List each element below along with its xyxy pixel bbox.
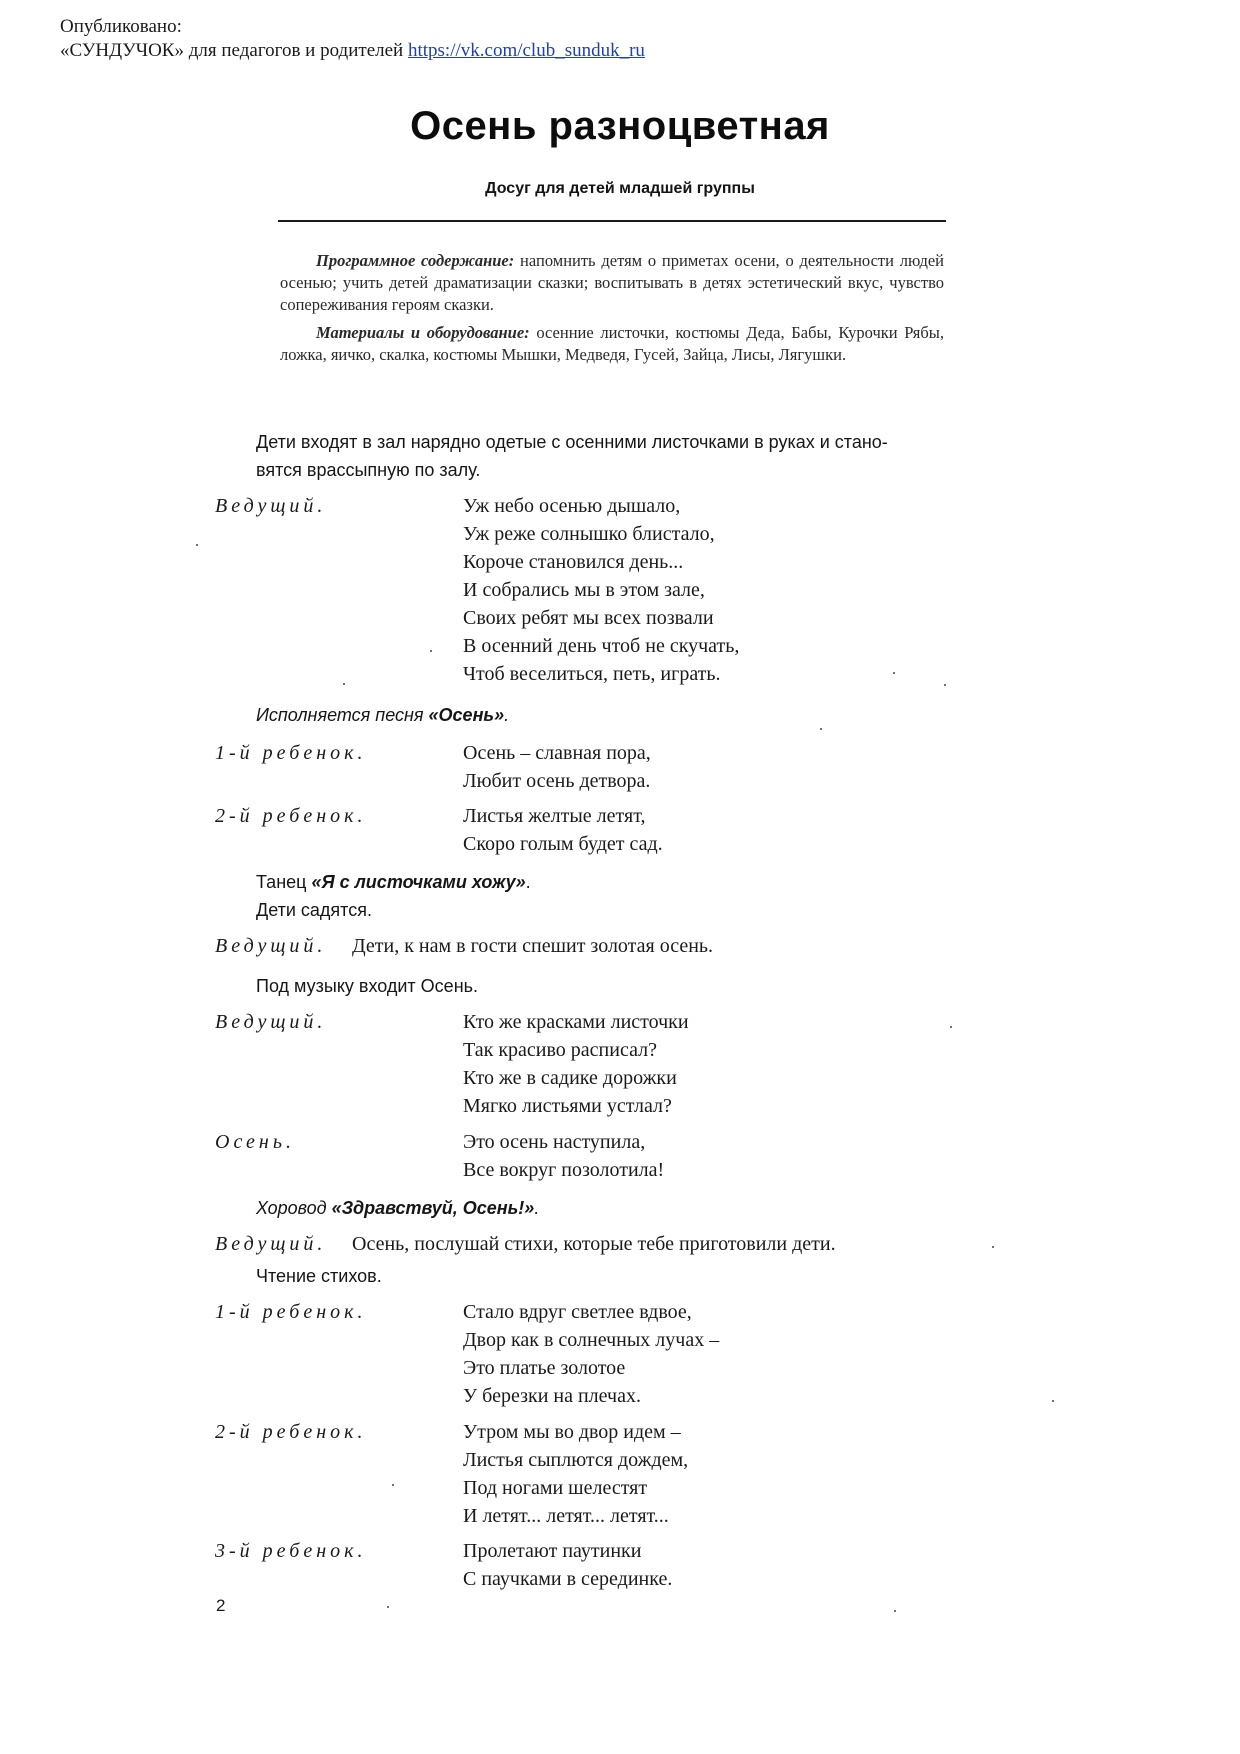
speaker-label: Ведущий. xyxy=(215,1011,327,1033)
verse-line: У березки на плечах. xyxy=(463,1385,641,1407)
verse-line: Это осень наступила, xyxy=(463,1131,646,1153)
program-label: Программное содержание: xyxy=(316,251,515,270)
song-title: «Осень» xyxy=(428,705,505,725)
verse-line: С паучками в серединке. xyxy=(463,1568,673,1590)
speech-text: Осень, послушай стихи, которые тебе приготовили дети. xyxy=(352,1233,836,1255)
stage-text: Танец xyxy=(256,872,312,892)
speaker-label: Ведущий. xyxy=(215,935,327,957)
verse-line: Все вокруг позолотила! xyxy=(463,1159,665,1181)
verse-block xyxy=(463,802,663,858)
scan-speck xyxy=(944,684,946,686)
stage-direction: Под музыку входит Осень. xyxy=(256,976,479,996)
stage-direction xyxy=(256,868,531,896)
speech-text: Дети, к нам в гости спешит золотая осень. xyxy=(352,935,714,957)
verse-line: Так красиво расписал? xyxy=(463,1039,657,1061)
materials-paragraph xyxy=(280,322,944,366)
materials-text: осенние листочки, костюмы Деда, Бабы, Курочки Рябы, ложка, яичко, скалка, костюмы Мышки, Медведя, Гусей, Зайца, Лисы, Лягушки. xyxy=(280,323,945,364)
verse-line: Это платье золотое xyxy=(463,1357,626,1379)
dance-title: «Я с листочками хожу» xyxy=(311,872,526,892)
page-title: Осень разноцветная xyxy=(410,104,830,148)
scan-speck xyxy=(430,650,432,652)
speaker-label: 2-й ребенок. xyxy=(215,1421,367,1443)
scan-speck xyxy=(992,1246,994,1248)
intro-section xyxy=(280,250,944,366)
verse-line: Кто же в садике дорожки xyxy=(463,1067,677,1089)
round-dance-title: «Здравствуй, Осень!» xyxy=(331,1198,535,1218)
verse-line: Листья сыплются дождем, xyxy=(463,1449,689,1471)
stage-direction: Чтение стихов. xyxy=(256,1266,382,1286)
verse-block xyxy=(463,1537,672,1593)
verse-line: Любит осень детвора. xyxy=(463,770,651,792)
verse-line: Двор как в солнечных лучах – xyxy=(463,1329,720,1351)
publisher-name: «СУНДУЧОК» для педагогов и родителей xyxy=(60,40,404,61)
page-subtitle: Досуг для детей младшей группы xyxy=(485,180,755,197)
verse-block xyxy=(463,492,739,688)
program-paragraph xyxy=(280,250,944,316)
stage-direction xyxy=(256,701,509,729)
verse-line: Осень – славная пора, xyxy=(463,742,651,764)
verse-block xyxy=(463,739,651,795)
scan-speck xyxy=(392,1484,394,1486)
scan-speck xyxy=(950,1026,952,1028)
stage-text: Хоровод xyxy=(256,1198,332,1218)
stage-punct: . xyxy=(525,872,531,892)
verse-line: И летят... летят... летят... xyxy=(463,1505,669,1527)
stage-punct: . xyxy=(534,1198,540,1218)
speaker-label: 1-й ребенок. xyxy=(215,1301,367,1323)
scan-speck xyxy=(1052,1400,1054,1402)
verse-line: Уж небо осенью дышало, xyxy=(463,495,681,517)
verse-line: Своих ребят мы всех позвали xyxy=(463,607,714,629)
speaker-label: Осень. xyxy=(215,1131,295,1153)
speaker-label: Ведущий. xyxy=(215,495,327,517)
scan-speck xyxy=(820,728,822,730)
verse-line: Утром мы во двор идем – xyxy=(463,1421,681,1443)
speaker-label: 2-й ребенок. xyxy=(215,805,367,827)
verse-block xyxy=(463,1418,688,1530)
stage-text: Исполняется песня xyxy=(256,705,429,725)
page-number: 2 xyxy=(216,1596,226,1615)
scan-speck xyxy=(893,672,895,674)
verse-line: Пролетают паутинки xyxy=(463,1540,642,1562)
scan-speck xyxy=(894,1610,896,1612)
verse-line: Под ногами шелестят xyxy=(463,1477,648,1499)
materials-label: Материалы и оборудование: xyxy=(316,323,530,342)
program-text: напомнить детям о приметах осени, о деятельности людей осенью; учить детей драматизации сказки; воспитывать в детях эстетический вкус, чувство сопереживания героям сказки. xyxy=(280,251,945,314)
publisher-link[interactable]: https://vk.com/club_sunduk_ru xyxy=(407,40,645,61)
stage-direction xyxy=(256,1194,539,1222)
verse-line: Листья желтые летят, xyxy=(463,805,646,827)
stage-punct: . xyxy=(504,705,510,725)
verse-line: В осенний день чтоб не скучать, xyxy=(463,635,740,657)
scan-speck xyxy=(387,1606,389,1608)
verse-line: Короче становился день... xyxy=(463,551,684,573)
speaker-label: Ведущий. xyxy=(215,1233,327,1255)
speaker-label: 3-й ребенок. xyxy=(215,1540,367,1562)
verse-block xyxy=(463,1298,719,1410)
scan-speck xyxy=(343,683,345,685)
verse-line: Уж реже солнышко блистало, xyxy=(463,523,715,545)
title-divider xyxy=(278,220,946,222)
verse-line: Стало вдруг светлее вдвое, xyxy=(463,1301,692,1323)
publisher-line xyxy=(60,40,645,62)
verse-line: Кто же красками листочки xyxy=(463,1011,689,1033)
stage-direction: вятся врассыпную по залу. xyxy=(256,460,481,480)
stage-direction: Дети садятся. xyxy=(256,900,372,920)
scan-speck xyxy=(196,544,198,546)
stage-direction: Дети входят в зал нарядно одетые с осенними листочками в руках и стано- xyxy=(256,432,888,452)
verse-line: Скоро голым будет сад. xyxy=(463,833,663,855)
verse-line: Мягко листьями устлал? xyxy=(463,1095,672,1117)
verse-block xyxy=(463,1008,689,1120)
verse-block xyxy=(463,1128,664,1184)
speaker-label: 1-й ребенок. xyxy=(215,742,367,764)
verse-line: Чтоб веселиться, петь, играть. xyxy=(463,663,721,685)
verse-line: И собрались мы в этом зале, xyxy=(463,579,705,601)
published-label: Опубликовано: xyxy=(60,16,182,37)
